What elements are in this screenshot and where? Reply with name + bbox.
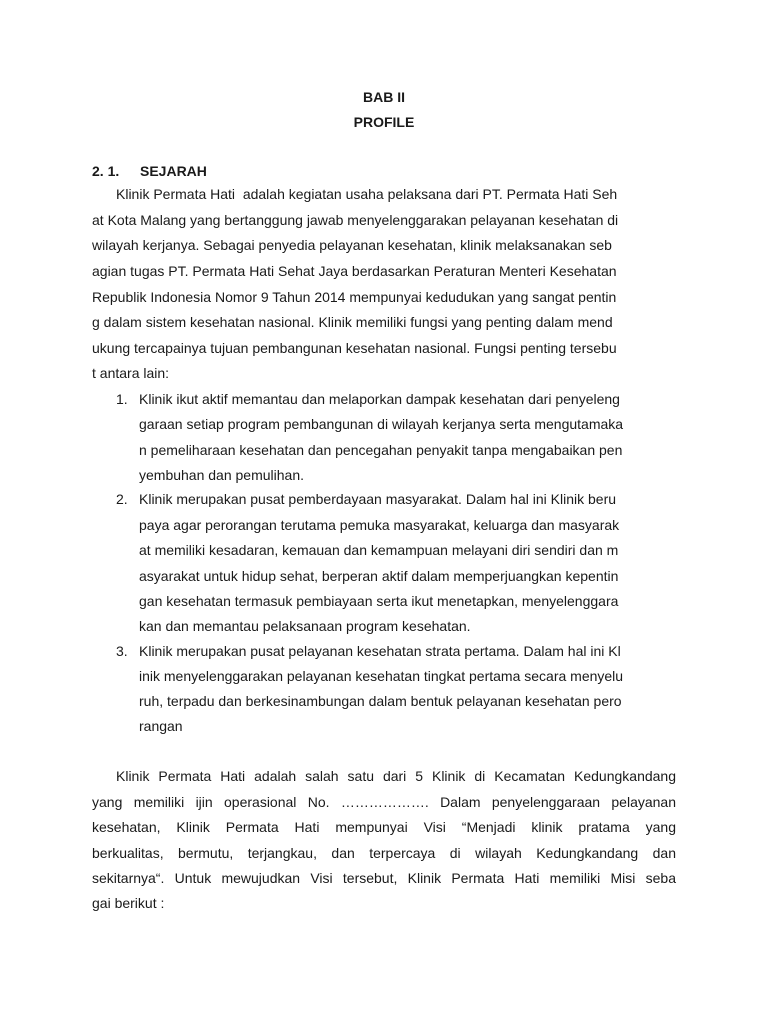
list-item-line: yembuhan dan pemulihan. <box>139 467 305 483</box>
paragraph-line: Klinik Permata Hati adalah kegiatan usaha pelaksana dari PT. Permata Hati Seh <box>116 186 618 202</box>
list-item-line: rangan <box>139 718 183 734</box>
paragraph-line: kesehatan, Klinik Permata Hati mempunyai Visi “Menjadi klinik pratama yang <box>92 819 676 835</box>
section-heading <box>92 161 207 181</box>
list-item-line: n pemeliharaan kesehatan dan pencegahan penyakit tanpa mengabaikan pen <box>139 442 623 458</box>
list-item-line: Klinik merupakan pusat pelayanan kesehatan strata pertama. Dalam hal ini Kl <box>139 643 621 659</box>
paragraph-line: at Kota Malang yang bertanggung jawab menyelenggarakan pelayanan kesehatan di <box>92 212 619 228</box>
list-item-number: 1. <box>116 391 128 407</box>
paragraph-line: ukung tercapainya tujuan pembangunan kesehatan nasional. Fungsi penting tersebu <box>92 340 617 356</box>
paragraph-line: agian tugas PT. Permata Hati Sehat Jaya berdasarkan Peraturan Menteri Kesehatan <box>92 263 617 279</box>
chapter-heading: BAB II <box>363 89 405 105</box>
chapter-title: PROFILE <box>353 114 415 130</box>
list-item-line: kan dan memantau pelaksanaan program kesehatan. <box>139 618 471 634</box>
paragraph-line: g dalam sistem kesehatan nasional. Klinik memiliki fungsi yang penting dalam mend <box>92 314 613 330</box>
list-item-line: asyarakat untuk hidup sehat, berperan aktif dalam memperjuangkan kepentin <box>139 568 619 584</box>
paragraph-line: Republik Indonesia Nomor 9 Tahun 2014 mempunyai kedudukan yang sangat pentin <box>92 289 617 305</box>
paragraph-line: berkualitas, bermutu, terjangkau, dan terpercaya di wilayah Kedungkandang dan <box>92 845 676 861</box>
paragraph-line: Klinik Permata Hati adalah salah satu dari 5 Klinik di Kecamatan Kedungkandang <box>116 768 676 784</box>
list-item-line: gan kesehatan termasuk pembiayaan serta ikut menetapkan, menyelenggara <box>139 593 619 609</box>
list-item-line: Klinik merupakan pusat pemberdayaan masyarakat. Dalam hal ini Klinik beru <box>139 491 617 507</box>
list-item-line: garaan setiap program pembangunan di wilayah kerjanya serta mengutamaka <box>139 416 624 432</box>
list-item-line: at memiliki kesadaran, kemauan dan kemampuan melayani diri sendiri dan m <box>139 542 619 558</box>
section-number: 2. 1. <box>92 163 120 179</box>
paragraph-line: sekitarnya“. Untuk mewujudkan Visi tersebut, Klinik Permata Hati memiliki Misi seba <box>92 870 676 886</box>
list-item-line: ruh, terpadu dan berkesinambungan dalam bentuk pelayanan kesehatan pero <box>139 693 622 709</box>
section-title: SEJARAH <box>140 163 207 179</box>
paragraph-line: yang memiliki ijin operasional No. ………………. Dalam penyelenggaraan pelayanan <box>92 794 676 810</box>
list-item-line: Klinik ikut aktif memantau dan melaporkan dampak kesehatan dari penyeleng <box>139 391 620 407</box>
paragraph-line: wilayah kerjanya. Sebagai penyedia pelayanan kesehatan, klinik melaksanakan seb <box>92 237 612 253</box>
paragraph-line: t antara lain: <box>92 365 170 381</box>
list-item-line: inik menyelenggarakan pelayanan kesehatan tingkat pertama secara menyelu <box>139 668 624 684</box>
list-item-number: 2. <box>116 491 128 507</box>
list-item-line: paya agar perorangan terutama pemuka masyarakat, keluarga dan masyarak <box>139 517 620 533</box>
list-item-number: 3. <box>116 643 128 659</box>
paragraph-line: gai berikut : <box>92 895 165 911</box>
